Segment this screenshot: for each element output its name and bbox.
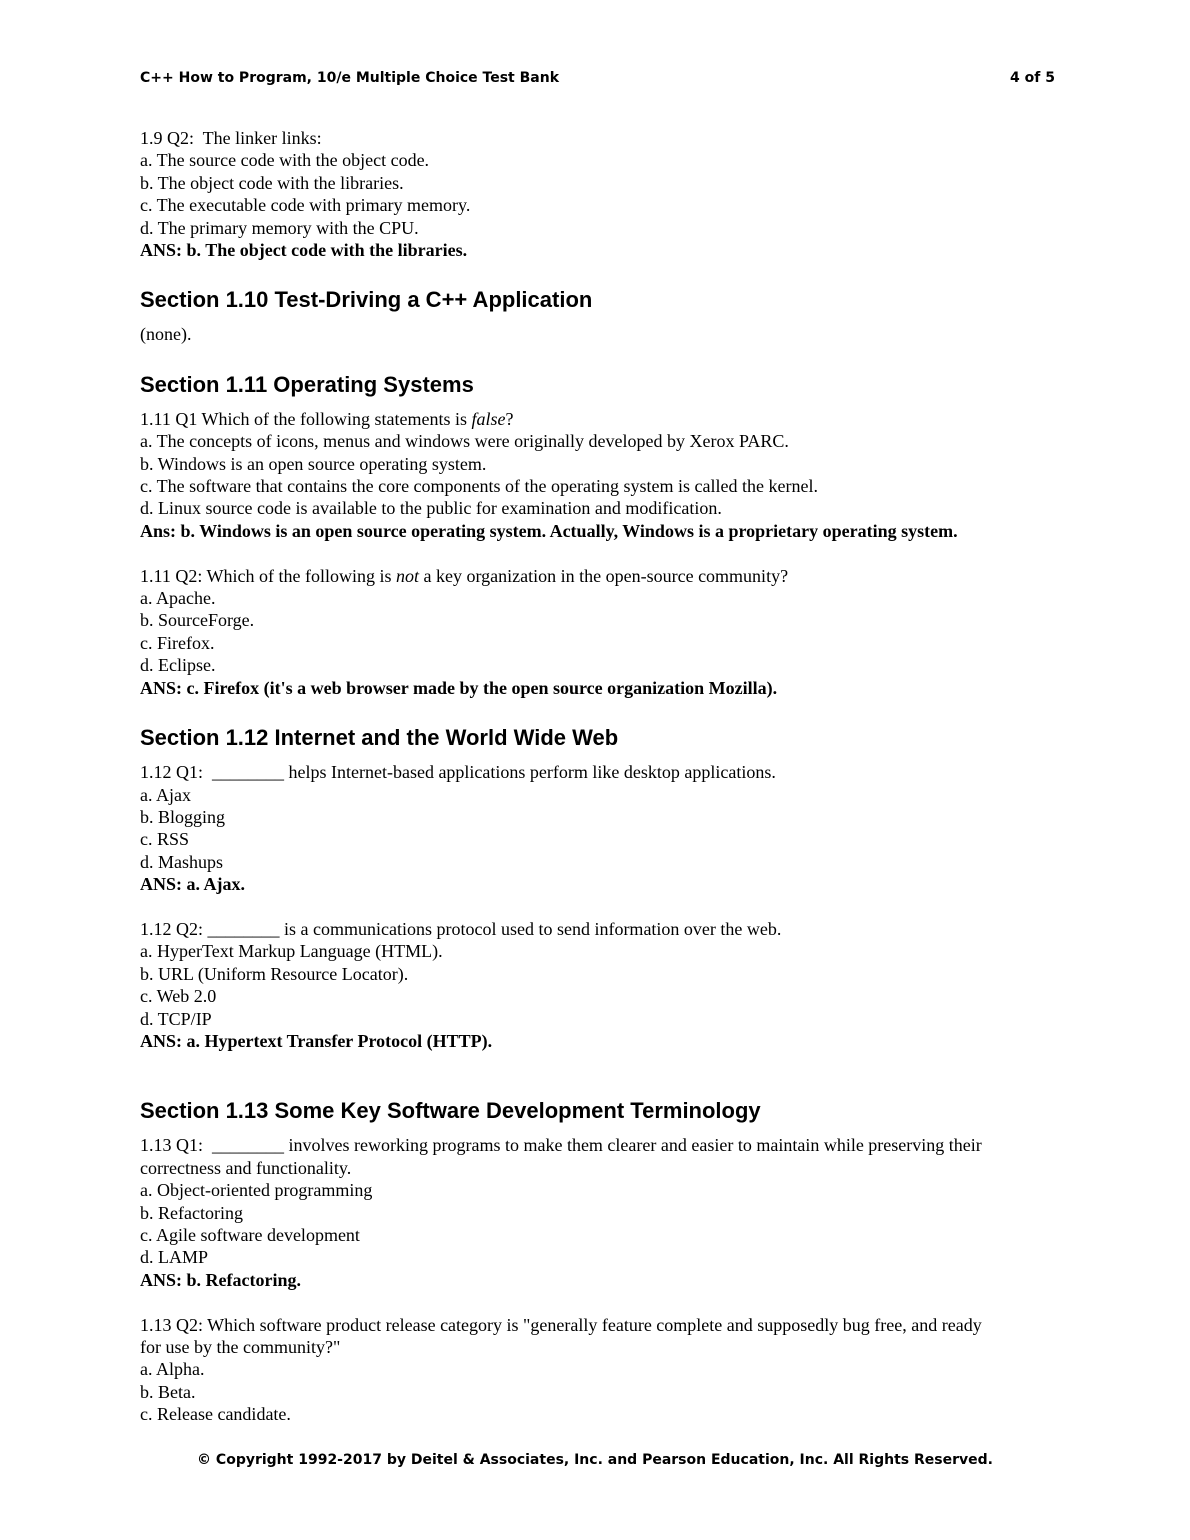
- option-d: d. TCP/IP: [140, 1008, 212, 1029]
- emphasis: false: [471, 408, 506, 429]
- option-b: b. Refactoring: [140, 1202, 243, 1223]
- question-1-13-q1: [140, 1134, 1052, 1291]
- section-1-10-text: (none).: [140, 324, 192, 345]
- option-b: b. Windows is an open source operating system.: [140, 453, 487, 474]
- question-1-12-q2: [140, 918, 1052, 1052]
- question-text: 1.12 Q1: ________ helps Internet-based applications perform like desktop applications.: [140, 762, 776, 783]
- option-b: b. Blogging: [140, 806, 226, 827]
- section-heading-1-10: Section 1.10 Test-Driving a C++ Application: [140, 287, 593, 313]
- option-d: d. Mashups: [140, 851, 224, 872]
- option-a: a. Alpha.: [140, 1359, 205, 1380]
- option-c: c. RSS: [140, 829, 190, 850]
- option-b: b. The object code with the libraries.: [140, 172, 404, 193]
- question-1-11-q1: [140, 408, 1052, 542]
- option-c: c. Firefox.: [140, 632, 215, 653]
- option-a: a. Object-oriented programming: [140, 1180, 373, 1201]
- option-b: b. Beta.: [140, 1381, 196, 1402]
- emphasis: not: [395, 565, 419, 586]
- option-c: c. Agile software development: [140, 1225, 360, 1245]
- option-b: b. SourceForge.: [140, 610, 255, 631]
- question-1-11-q2: [140, 565, 1052, 699]
- option-b: b. URL (Uniform Resource Locator).: [140, 963, 409, 984]
- option-d: d. LAMP: [140, 1247, 209, 1268]
- question-text: 1.12 Q2: ________ is a communications protocol used to send information over the web.: [140, 918, 782, 939]
- option-c: c. Web 2.0: [140, 986, 217, 1007]
- answer: ANS: b. Refactoring.: [140, 1269, 301, 1290]
- question-text: 1.9 Q2: The linker links:: [140, 128, 322, 148]
- option-a: a. The concepts of icons, menus and windows were originally developed by Xerox PARC.: [140, 431, 789, 452]
- question-1-9-q2: [140, 127, 1052, 261]
- option-c: c. The executable code with primary memory.: [140, 195, 471, 216]
- page-number: 4 of 5: [1010, 70, 1055, 86]
- option-a: a. Ajax: [140, 784, 191, 805]
- option-c: c. Release candidate.: [140, 1404, 291, 1425]
- option-d: d. Linux source code is available to the public for examination and modification.: [140, 498, 722, 519]
- question-text: 1.13 Q2: Which software product release category is "generally feature complete and supposedly bug free, and ready: [140, 1314, 982, 1335]
- answer: ANS: c. Firefox (it's a web browser made by the open source organization Mozilla).: [140, 677, 778, 698]
- answer: ANS: b. The object code with the libraries.: [140, 240, 468, 261]
- question-text: 1.11 Q1 Which of the following statements is false?: [140, 408, 514, 429]
- header-title: C++ How to Program, 10/e Multiple Choice Test Bank: [140, 70, 560, 86]
- question-text: 1.11 Q2: Which of the following is not a key organization in the open-source community?: [140, 565, 789, 586]
- question-1-13-q2: [140, 1314, 1052, 1426]
- question-text-continued: correctness and functionality.: [140, 1157, 352, 1178]
- question-text-continued: for use by the community?": [140, 1337, 341, 1358]
- answer: ANS: a. Ajax.: [140, 874, 246, 895]
- page-content: [140, 127, 1052, 1426]
- copyright-footer: © Copyright 1992-2017 by Deitel & Associates, Inc. and Pearson Education, Inc. All Rights Reserved.: [197, 1452, 993, 1468]
- option-a: a. The source code with the object code.: [140, 150, 430, 171]
- section-heading-1-12: Section 1.12 Internet and the World Wide Web: [140, 725, 619, 751]
- section-heading-1-11: Section 1.11 Operating Systems: [140, 371, 474, 397]
- option-a: a. HyperText Markup Language (HTML).: [140, 941, 443, 962]
- question-1-12-q1: [140, 761, 1052, 895]
- option-d: d. The primary memory with the CPU.: [140, 217, 419, 238]
- question-text: 1.13 Q1: ________ involves reworking programs to make them clearer and easier to maintain while preserving their: [140, 1135, 982, 1156]
- answer: Ans: b. Windows is an open source operating system. Actually, Windows is a proprietary operating system.: [140, 520, 958, 541]
- option-c: c. The software that contains the core components of the operating system is called the kernel.: [140, 476, 818, 497]
- option-d: d. Eclipse.: [140, 655, 216, 676]
- answer: ANS: a. Hypertext Transfer Protocol (HTTP).: [140, 1030, 493, 1051]
- section-heading-1-13: Section 1.13 Some Key Software Development Terminology: [140, 1098, 761, 1124]
- option-a: a. Apache.: [140, 588, 216, 609]
